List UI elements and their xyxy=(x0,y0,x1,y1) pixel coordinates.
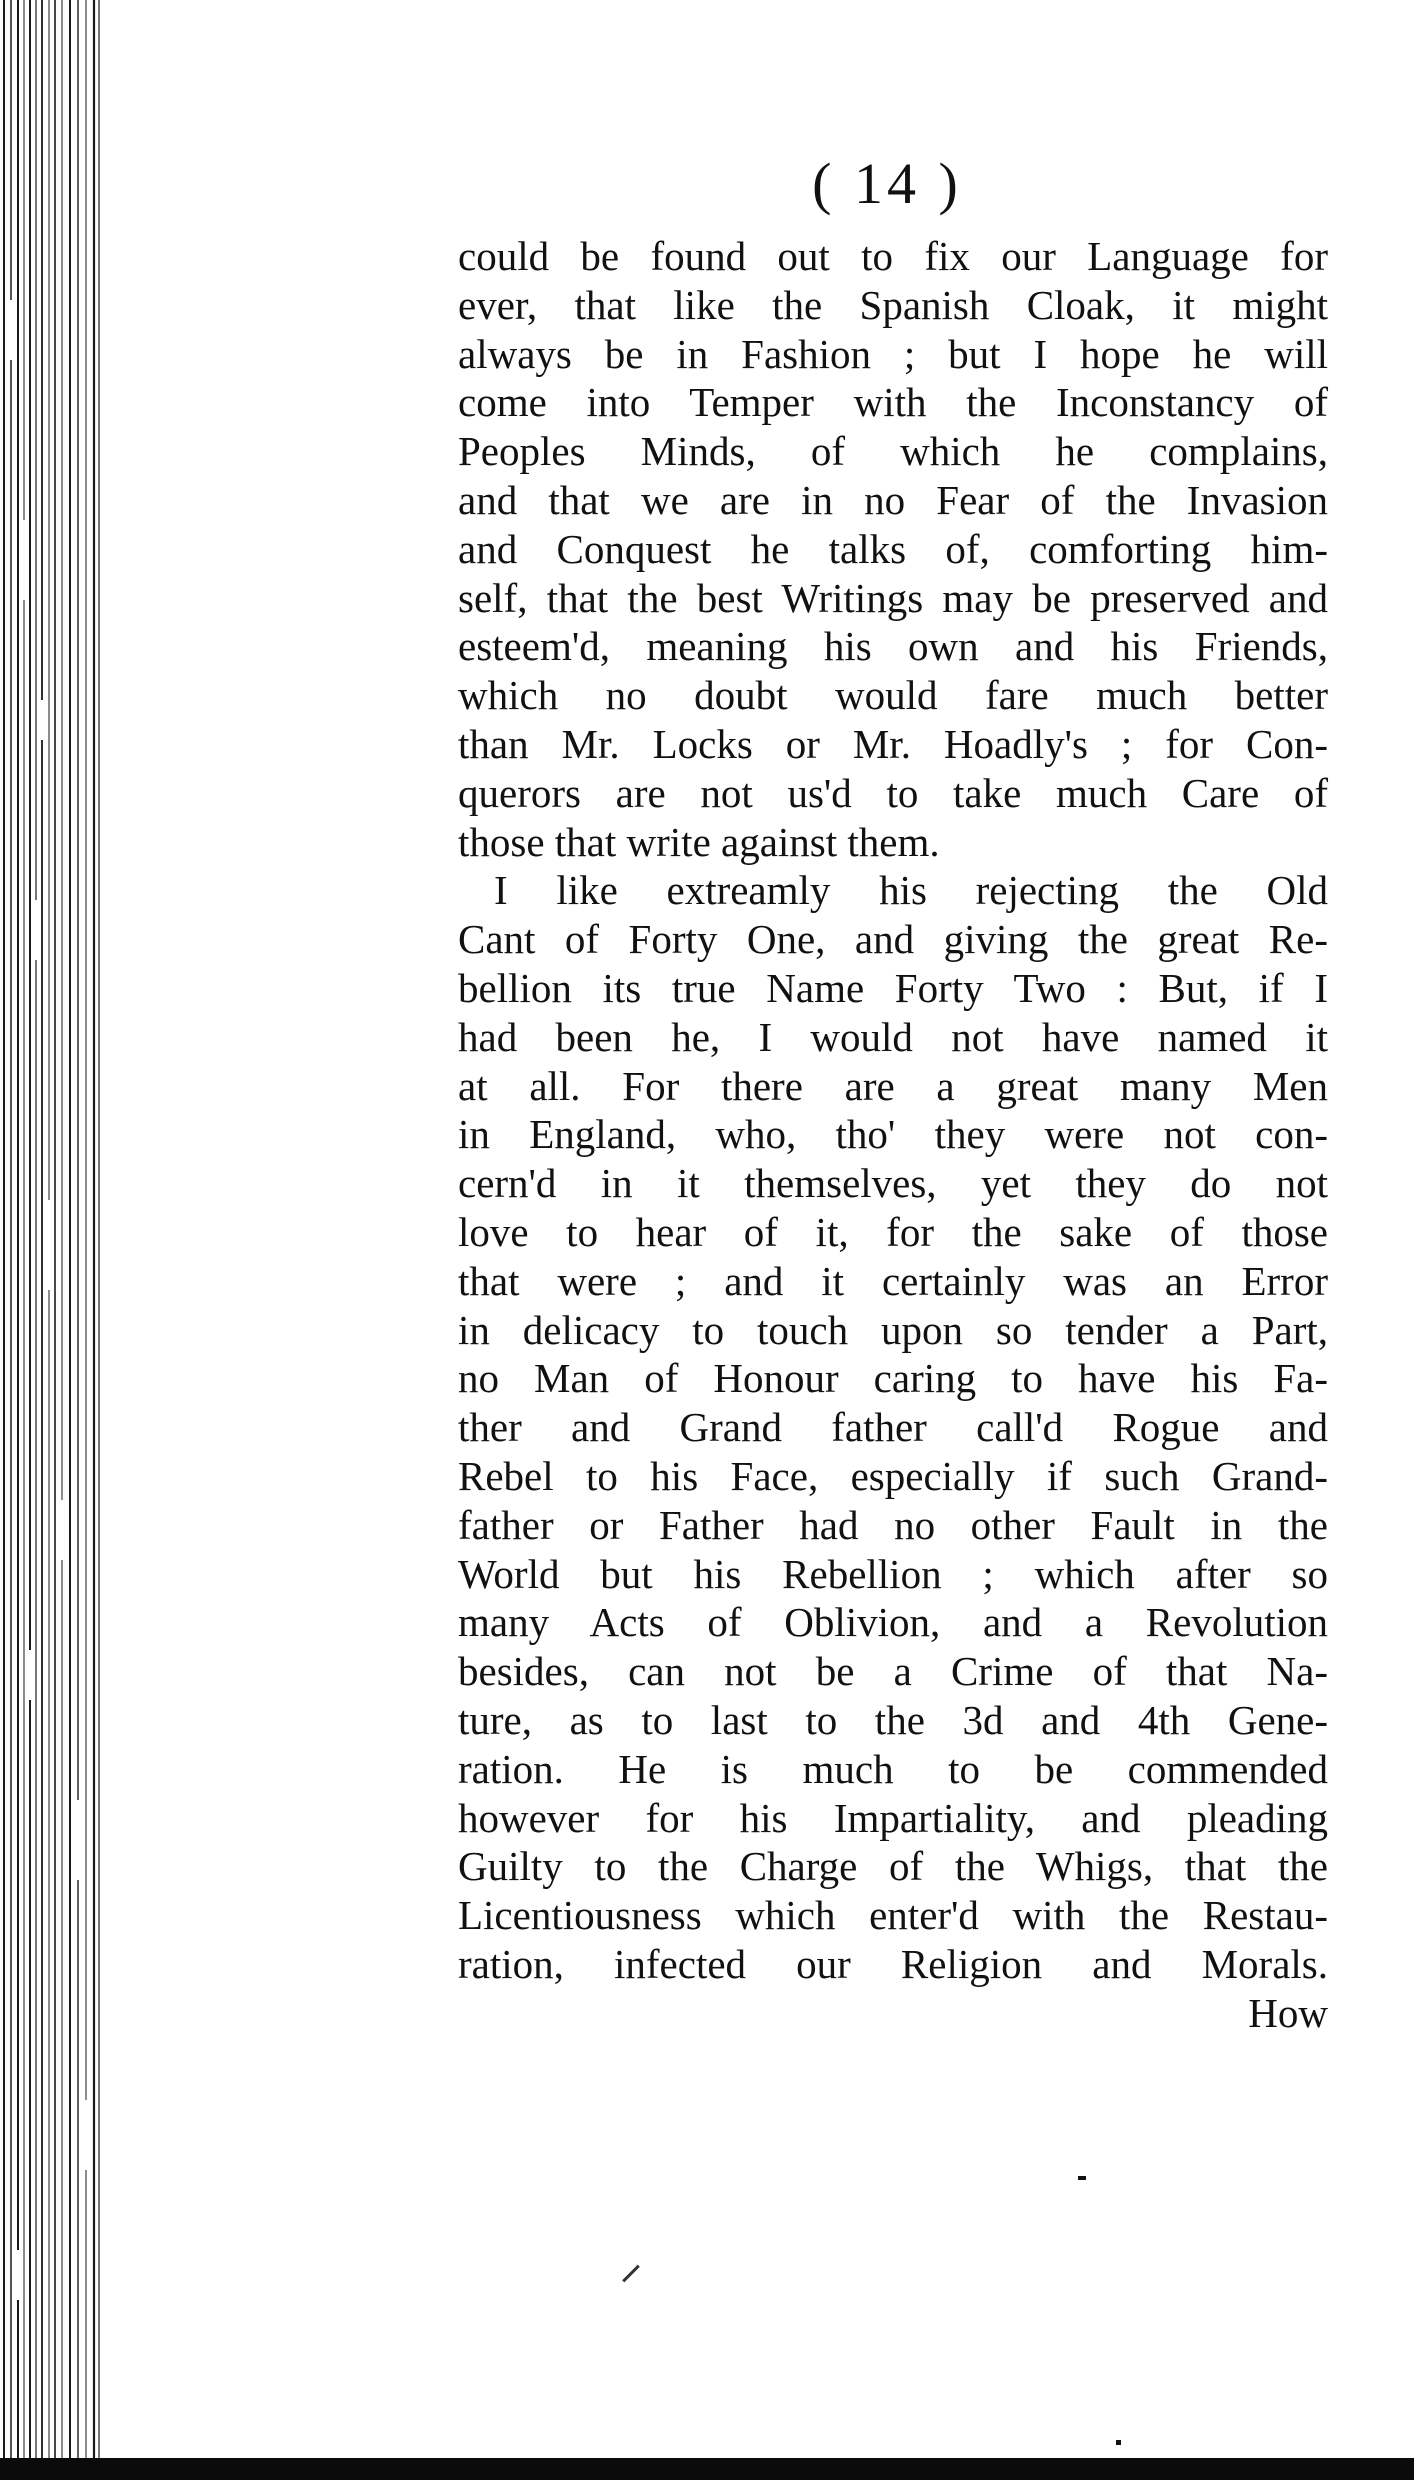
scan-speck xyxy=(1116,2440,1121,2445)
text-line: esteem'd, meaning his own and his Friends, xyxy=(458,623,1328,670)
text-line: Peoples Minds, of which he complains, xyxy=(458,428,1328,475)
scan-mark xyxy=(622,2265,640,2283)
text-line: that were ; and it certainly was an Error xyxy=(458,1257,1328,1304)
text-line: could be found out to fix our Language for xyxy=(458,233,1328,279)
text-line: and Conquest he talks of, comforting him- xyxy=(458,525,1328,572)
text-line: bellion its true Name Forty Two : But, if I xyxy=(458,964,1328,1011)
text-line: those that write against them. xyxy=(458,818,940,865)
binding-gutter xyxy=(0,0,110,2480)
text-line: Licentiousness which enter'd with the Restau- xyxy=(458,1892,1328,1939)
text-line: ration, infected our Religion and Morals. xyxy=(458,1940,1328,1987)
text-line: I like extreamly his rejecting the Old xyxy=(494,867,1328,914)
body-text xyxy=(458,232,1328,2037)
page-number xyxy=(0,150,1414,217)
text-line: cern'd in it themselves, yet they do not xyxy=(458,1160,1328,1207)
text-line: and that we are in no Fear of the Invasion xyxy=(458,476,1328,523)
catchword: How xyxy=(1248,1989,1328,2036)
text-line: World but his Rebellion ; which after so xyxy=(458,1550,1328,1597)
text-line: love to hear of it, for the sake of those xyxy=(458,1208,1328,1255)
text-line: many Acts of Oblivion, and a Revolution xyxy=(458,1599,1328,1646)
text-line: ther and Grand father call'd Rogue and xyxy=(458,1404,1328,1451)
text-line: ration. He is much to be commended xyxy=(458,1745,1328,1792)
text-line: no Man of Honour caring to have his Fa- xyxy=(458,1355,1328,1402)
text-line: querors are not us'd to take much Care of xyxy=(458,769,1328,816)
page-bottom-edge xyxy=(0,2458,1414,2480)
text-line: Rebel to his Face, especially if such Grand- xyxy=(458,1452,1328,1499)
text-line: ture, as to last to the 3d and 4th Gene- xyxy=(458,1696,1328,1743)
text-line: come into Temper with the Inconstancy of xyxy=(458,379,1328,426)
text-line: however for his Impartiality, and pleading xyxy=(458,1794,1328,1841)
text-line: ever, that like the Spanish Cloak, it might xyxy=(458,281,1328,328)
text-line: in delicacy to touch upon so tender a Part, xyxy=(458,1306,1328,1353)
text-line: self, that the best Writings may be preserved and xyxy=(458,574,1328,621)
text-line: besides, can not be a Crime of that Na- xyxy=(458,1648,1328,1695)
text-line: always be in Fashion ; but I hope he will xyxy=(458,330,1328,377)
page-number-text: ( 14 ) xyxy=(812,151,962,216)
text-line: which no doubt would fare much better xyxy=(458,672,1328,719)
text-line: Guilty to the Charge of the Whigs, that the xyxy=(458,1843,1328,1890)
text-line: at all. For there are a great many Men xyxy=(458,1062,1328,1109)
text-line: than Mr. Locks or Mr. Hoadly's ; for Con- xyxy=(458,720,1328,767)
text-line: had been he, I would not have named it xyxy=(458,1013,1328,1060)
text-line: Cant of Forty One, and giving the great Re- xyxy=(458,916,1328,963)
scan-speck xyxy=(1078,2176,1086,2180)
text-line: in England, who, tho' they were not con- xyxy=(458,1111,1328,1158)
text-line: father or Father had no other Fault in the xyxy=(458,1501,1328,1548)
